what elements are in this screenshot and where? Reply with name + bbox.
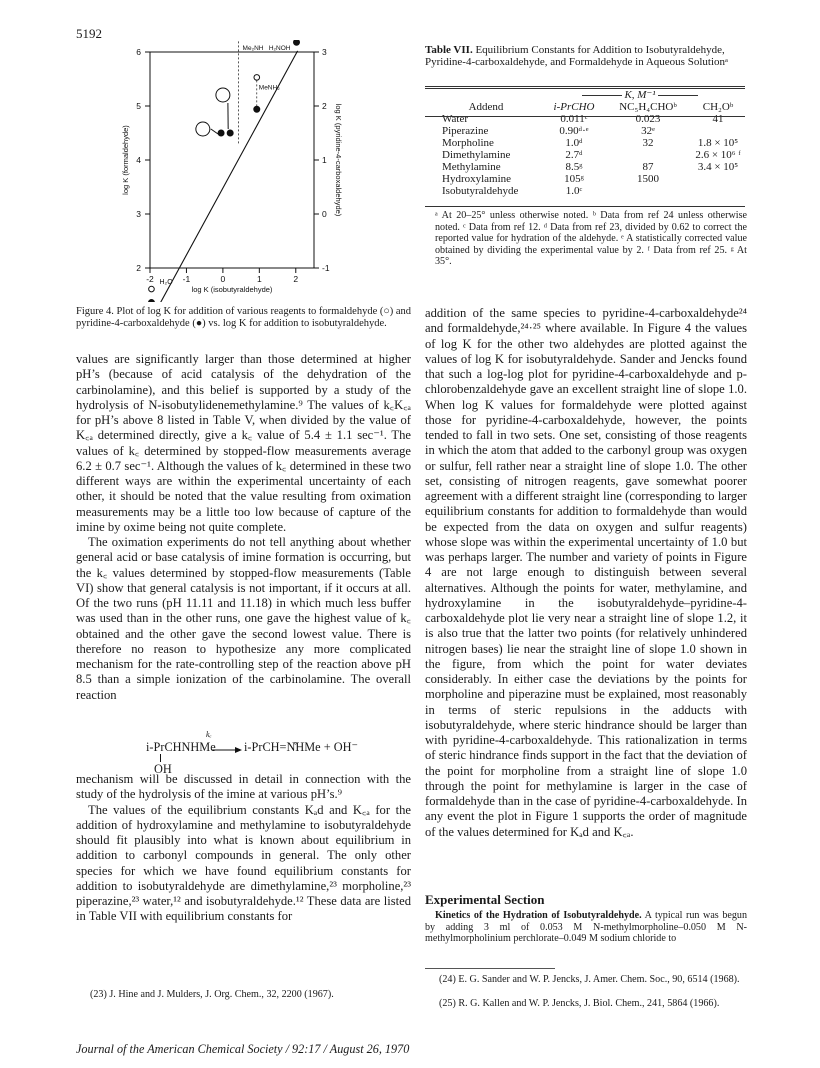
- morpholine-ring-icon: [216, 88, 230, 102]
- table-header: i-PrCHO: [553, 101, 595, 113]
- table-cell: 0.90ᵈ·ᵉ: [559, 125, 589, 137]
- left-column-text-2: [76, 772, 411, 925]
- right-tick-label: 2: [322, 101, 327, 111]
- table-cell: [692, 185, 744, 197]
- footnote-rule: [425, 968, 555, 969]
- table-header: CH₂Oᵇ: [702, 101, 734, 113]
- reactant: i-PrCHNHMe: [146, 740, 216, 754]
- paragraph: The values of the equilibrium constants Kₐd and K꜀ₐ for the addition of hydroxylamine and methylamine to isobutyraldehyde should fit plausibly into what is known about equilibrium in addition to carbonyl compounds in general. The only other species for which we have found equilibrium constants for addition to isobutyraldehyde are dimethylamine,²³ morpholine,²³ piperazine,²³ water,¹² and isobutyraldehyde.¹² These data are listed in Table VII with equilibrium constants for: [76, 802, 411, 924]
- table-cell: 2.7ᵈ: [565, 149, 583, 161]
- right-tick-label: 0: [322, 209, 327, 219]
- left-tick-label: 3: [136, 209, 141, 219]
- table-label: Table VII.: [425, 44, 473, 56]
- x-tick-label: 1: [256, 274, 262, 284]
- table-cell: 32: [642, 137, 654, 149]
- section-heading: Experimental Section: [425, 892, 545, 907]
- x-tick-label: 0: [220, 274, 226, 284]
- table-cell: 2.6 × 10⁶ ᶠ: [695, 149, 741, 161]
- right-column-text: [425, 306, 747, 840]
- table-cell: 1.8 × 10⁵: [697, 137, 739, 149]
- table-row: [428, 125, 744, 137]
- x-tick-label: -2: [146, 274, 154, 284]
- reaction-equation: [146, 730, 411, 776]
- table-row: [428, 173, 744, 185]
- hydroxyl-group: OH: [154, 762, 172, 776]
- experimental-text: A typical run was begun by adding 3 ml of 0.053 M N-methylmorpholine–0.050 M N-methylmorpholinium perchlorate–0.049 M sodium chloride to: [425, 910, 747, 945]
- table-header: NC₅H₄CHOᵇ: [619, 101, 677, 113]
- table-cell: [692, 173, 744, 185]
- table-footnotes: ᵃ At 20–25° unless otherwise noted. ᵇ Data from ref 24 unless otherwise noted. ᶜ Data from ref 12. ᵈ Data from ref 23, divided by 0.62 to correct the reported value for hydration of the aldehyde. ᵉ A statistically corrected value obtained by dividing the experimental value by 2. ᶠ Data from ref 25. ᵍ At 35°.: [435, 210, 747, 268]
- reaction-arrow-icon: [212, 746, 242, 754]
- table-row: [428, 137, 744, 149]
- table-cell: 0.011ᶜ: [560, 113, 588, 125]
- table-row: [428, 161, 744, 173]
- table-cell: Hydroxylamine: [442, 173, 512, 185]
- table-cell: Methylamine: [442, 161, 501, 173]
- table-cell: 1.0ᵈ: [565, 137, 583, 149]
- experimental-paragraph: [425, 910, 747, 945]
- table-cell: 3.4 × 10⁵: [697, 161, 739, 173]
- right-tick-label: 3: [322, 47, 327, 57]
- formaldehyde-point: [254, 75, 260, 81]
- paragraph: The oximation experiments do not tell anything about whether general acid or base catalysis of imine formation is occurring, but the k꜀ values determined by stopped-flow measurements (Table VI) show that general catalysis is not important, if it occurs at all. Of the two runs (pH 11.11 and 11.18) in which much less buffer was used than in the other runs, one gave the highest value of k꜀ obtained and the other gave the second lowest value. There is therefore no reason to hypothesize any more complicated mechanism for the rate-controlling step of the reaction above pH 8.5 than a simple ionization of the carbinolamine. The overall reaction: [76, 535, 411, 702]
- table-title: [425, 44, 747, 69]
- right-tick-label: 1: [322, 155, 327, 165]
- label-me2nh: Me₂NH: [242, 45, 264, 52]
- table-cell: 8.5ᵍ: [565, 161, 583, 173]
- table-cell: Dimethylamine: [442, 149, 511, 161]
- label-menh2: MeNH₂: [258, 84, 280, 92]
- table-cell: 1500: [637, 173, 659, 185]
- paragraph: addition of the same species to pyridine-4-carboxaldehyde²⁴ and formaldehyde,²⁴·²⁵ where available. In Figure 4 the values of log K for the other two aldehydes are plotted against the values of log K for isobutyraldehyde. Sander and Jencks found that such a log-log plot for pyridine-4-carboxaldehyde and p-chlorobenzaldehyde gave an excellent straight line of slope 1.0. When log K values for formaldehyde were plotted against those for pyridine-4-carboxaldehyde, however, the points tended to fall in two sets. One set, consisting of those reagents in which the atom that added to the carbonyl group was oxygen or sulfur, fell rather near a straight line of slope 1.0. The other set, consisting of nitrogen reagents, gave somewhat poorer agreement with a different straight line (corresponding to larger equilibrium constants for addition to formaldehyde than would be expected from the data on oxygen and sulfur reagents) whose slope was within the experimental uncertainty of 1.0 but was perhaps larger. The number and variety of points in Figure 4 are not large enough to distinguish between several alternatives. Although the points for water, methylamine, and hydroxylamine in the isobutyraldehyde–pyridine-4-carboxaldehyde plot lie very near a straight line of slope 1.2, it is also true that the latter two points (for relatively unhindered nitrogen bases) lie near the straight line of slope 1.0 shown in the figure, from which the point for water deviates considerably. In either case the deviations by the points for morpholine and piperazine must be explained, most reasonably in terms of steric repulsions in the adducts with isobutyraldehyde, where steric hindrance should be larger than with pyridine-4-carboxaldehyde. This rationalization in terms of steric hindrance finds support in the fact that the deviation of the point for morpholine from a straight line of slope 1.0 through the point for methylamine is larger in the case of formaldehyde than in the case of pyridine-4-carboxaldehyde. In any event the plot in Figure 1 supports the order of magnitude of the values determined for Kₐd and K꜀ₐ.: [425, 306, 747, 839]
- table-cell: 1.0ᶜ: [565, 185, 583, 197]
- table-cell: Isobutyraldehyde: [442, 185, 519, 197]
- table-group-header: [540, 88, 740, 101]
- table-cell: Piperazine: [442, 125, 489, 137]
- formaldehyde-point: [149, 286, 155, 292]
- x-axis-label: log K (isobutyraldehyde): [191, 285, 273, 294]
- table-cell: Water: [442, 113, 468, 125]
- table-cell: Morpholine: [442, 137, 494, 149]
- footnote-23: (23) J. Hine and J. Mulders, J. Org. Chem., 32, 2200 (1967).: [90, 989, 334, 1000]
- table-header: Addend: [468, 101, 504, 113]
- piperazine-arrow: [211, 129, 218, 134]
- x-tick-label: -1: [182, 274, 191, 284]
- table-row: [428, 113, 744, 125]
- page-number: 5192: [76, 26, 102, 41]
- piperazine-ring-icon: [196, 122, 210, 136]
- k-units-label: K, M⁻¹: [624, 89, 656, 101]
- table-caption: Equilibrium Constants for Addition to Isobutyraldehyde, Pyridine-4-carboxaldehyde, and Formaldehyde in Aqueous Solutionᵃ: [425, 44, 729, 69]
- left-tick-label: 6: [136, 47, 141, 57]
- table-cell: 0.023: [635, 113, 661, 125]
- experimental-subheading: Kinetics of the Hydration of Isobutyraldehyde.: [435, 910, 642, 921]
- paragraph: mechanism will be discussed in detail in connection with the study of the hydrolysis of the imine at various pH’s.⁹: [76, 772, 411, 802]
- pyridine-point: [254, 106, 260, 112]
- figure-4-chart: [118, 40, 368, 302]
- bond-line: [160, 754, 161, 762]
- table-cell: 32ᵉ: [641, 125, 655, 137]
- pyridine-point: [294, 40, 300, 45]
- table-cell: [604, 149, 692, 161]
- footnote-25: (25) R. G. Kallen and W. P. Jencks, J. Biol. Chem., 241, 5864 (1966).: [439, 998, 720, 1009]
- table-row: [428, 149, 744, 161]
- label-h2o: H₂O: [159, 279, 173, 287]
- products: i-PrCH=N̊HMe + OH⁻: [244, 740, 358, 754]
- pyridine-point: [227, 130, 233, 136]
- table-row: [428, 185, 744, 197]
- left-tick-label: 4: [136, 155, 141, 165]
- rate-constant-label: kₑ: [206, 730, 212, 739]
- journal-footer: Journal of the American Chemical Society / 92:17 / August 26, 1970: [76, 1042, 410, 1056]
- figure-caption: Figure 4. Plot of log K for addition of various reagents to formaldehyde (○) and pyridine-4-carboxaldehyde (●) vs. log K for addition to isobutyraldehyde.: [76, 306, 411, 330]
- left-column-text: [76, 352, 411, 703]
- table-cell: 41: [712, 113, 724, 125]
- left-axis-label: log K (formaldehyde): [121, 125, 130, 195]
- table-cell: 87: [642, 161, 654, 173]
- left-tick-label: 2: [136, 263, 141, 273]
- table-top-rule: [425, 86, 745, 87]
- left-tick-label: 5: [136, 101, 141, 111]
- table-bottom-rule: [425, 206, 745, 207]
- right-tick-label: -1: [322, 263, 330, 273]
- plot-frame: [150, 52, 314, 268]
- right-axis-label: log K (pyridine-4-carboxaldehyde): [334, 103, 343, 217]
- table-cell: [604, 185, 692, 197]
- label-h2noh: H₂NOH: [268, 45, 291, 52]
- table-header-rule: [425, 116, 745, 117]
- x-tick-label: 2: [293, 274, 299, 284]
- paragraph: values are significantly larger than those determined at higher pH’s (because of acid catalysis of the dehydration of the carbinolamine), and this belief is supported by a study of the hydrolysis of N-isobutylidenemethylamine.⁹ The values of k꜀K꜀ₐ for pH’s above 8 listed in Table V, when divided by the value of K꜀ₐ determined directly, give a k꜀ value of 5.4 ± 1.1 sec⁻¹. The values of k꜀ determined by stopped-flow measurements average 6.2 ± 0.7 sec⁻¹. Although the values of k꜀ determined in these two different ways are within the experimental uncertainty of each other, it should be noted that the value resulting from oximation measurements may be a little too low because of capture of the imine by oxime being not quite complete.: [76, 352, 411, 534]
- table-cell: 105ᵍ: [564, 173, 584, 185]
- pyridine-point: [218, 130, 224, 136]
- pyridine-point: [148, 300, 154, 302]
- table-cell: [692, 125, 744, 137]
- footnote-24: (24) E. G. Sander and W. P. Jencks, J. Amer. Chem. Soc., 90, 6514 (1968).: [439, 974, 740, 985]
